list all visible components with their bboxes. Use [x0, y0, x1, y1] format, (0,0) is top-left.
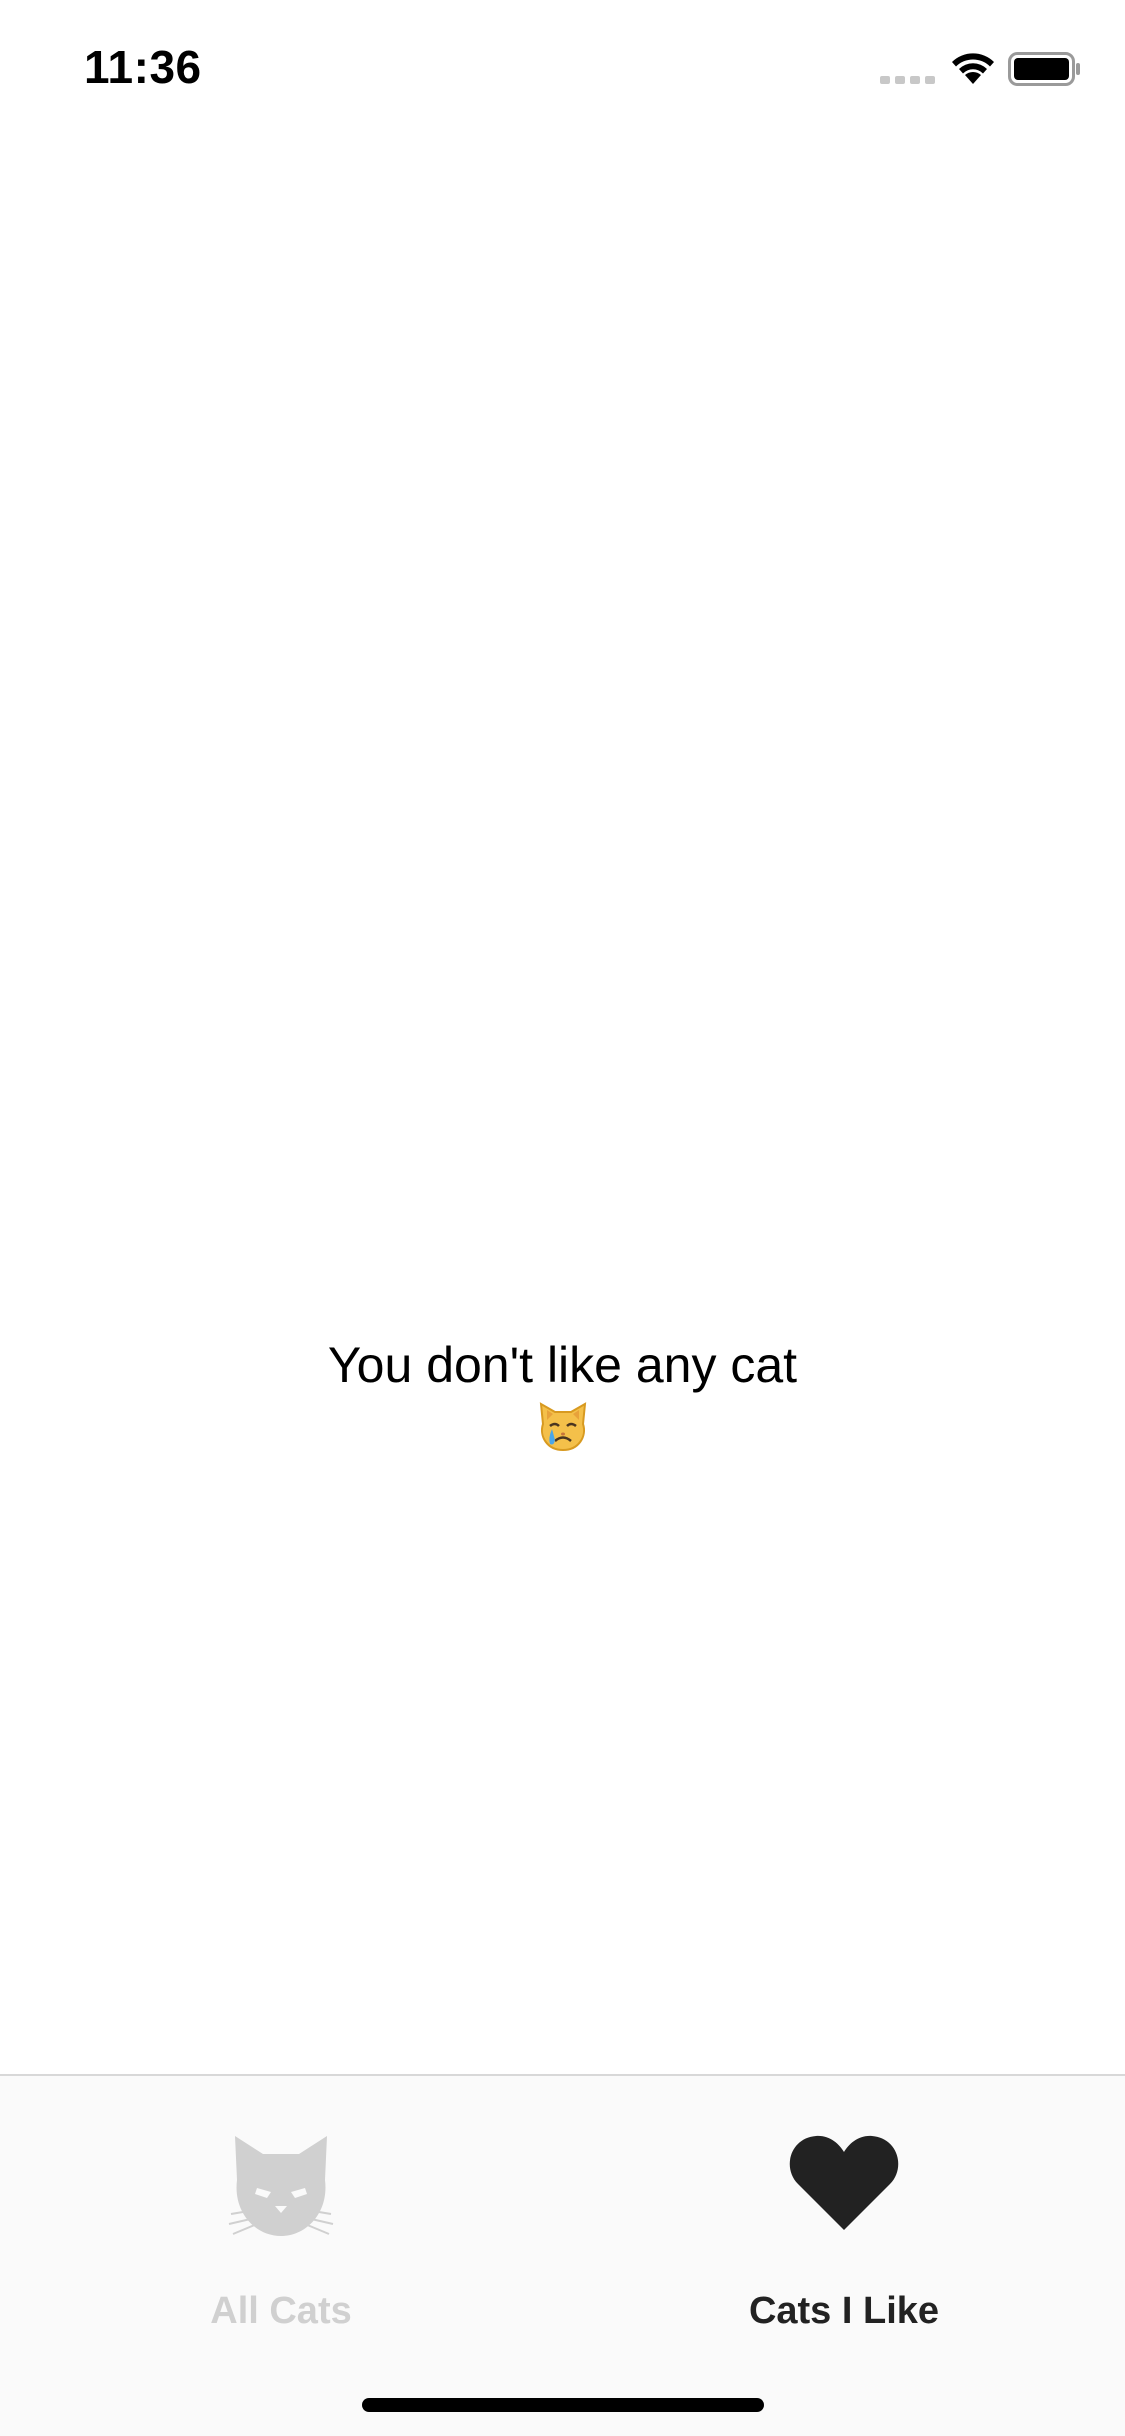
heart-icon — [788, 2132, 900, 2232]
battery-icon — [1008, 52, 1082, 86]
cat-head-icon — [221, 2132, 341, 2248]
home-indicator[interactable] — [362, 2398, 764, 2412]
tab-cats-i-like[interactable] — [563, 2076, 1125, 2336]
cellular-signal-icon — [880, 72, 936, 86]
status-time: 11:36 — [84, 41, 202, 93]
status-bar — [0, 0, 1125, 132]
tab-all-cats-label: All Cats — [210, 2290, 352, 2332]
empty-state — [0, 1330, 1125, 1461]
empty-state-message: You don't like any cat — [327, 1337, 798, 1393]
wifi-icon — [950, 50, 996, 86]
tab-bar — [0, 2074, 1125, 2436]
tab-cats-i-like-label: Cats I Like — [748, 2290, 940, 2332]
tab-all-cats[interactable] — [0, 2076, 562, 2336]
crying-cat-face-icon — [533, 1396, 593, 1456]
